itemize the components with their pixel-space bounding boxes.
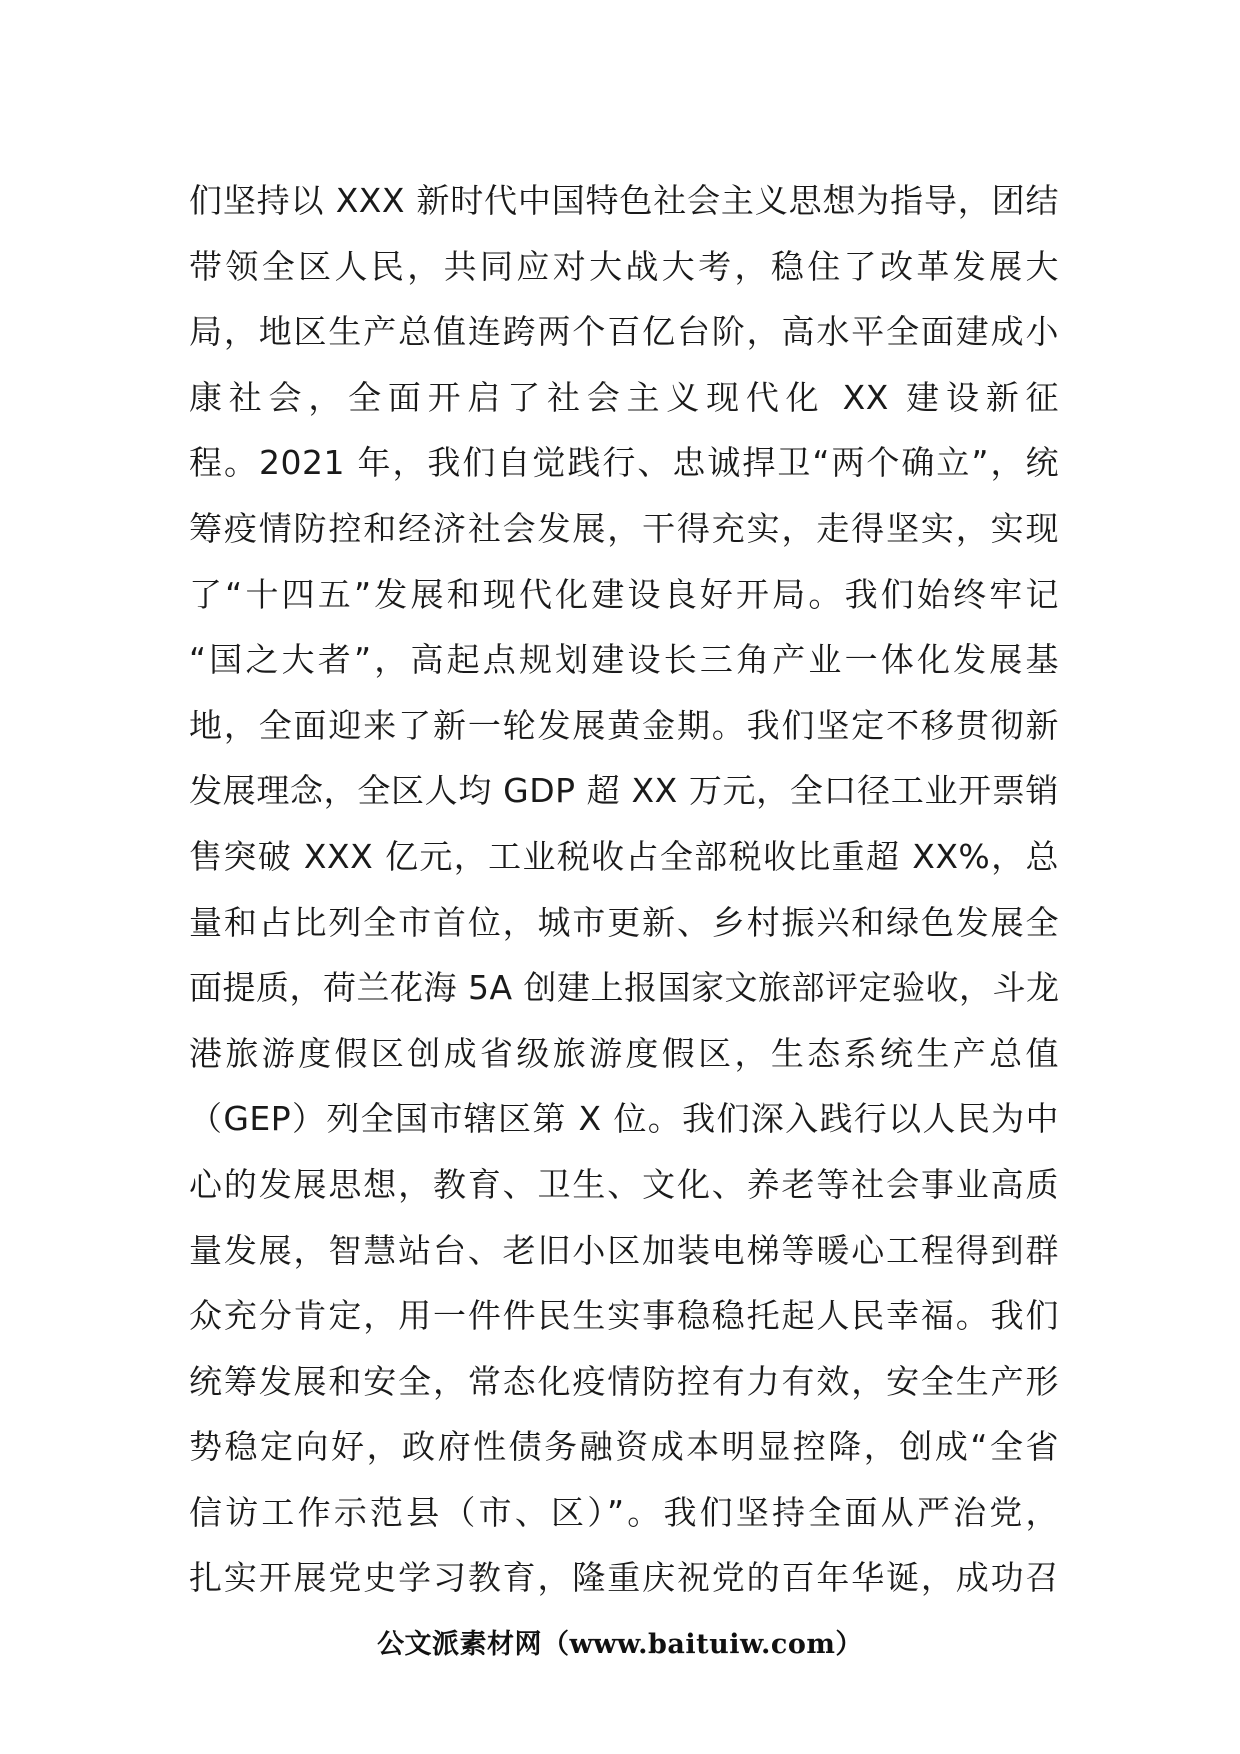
body-line: 势稳定向好，政府性债务融资成本明显控降，创成“全省 [189, 1427, 1059, 1467]
body-line: 发展理念，全区人均 GDP 超 XX 万元，全口径工业开票销 [189, 771, 1059, 811]
body-line: 港旅游度假区创成省级旅游度假区，生态系统生产总值 [189, 1033, 1059, 1073]
body-line: 众充分肯定，用一件件民生实事稳稳托起人民幸福。我们 [189, 1296, 1059, 1336]
body-line: 量发展，智慧站台、老旧小区加装电梯等暖心工程得到群 [189, 1230, 1059, 1270]
body-line: 扎实开展党史学习教育，隆重庆祝党的百年华诞，成功召 [189, 1558, 1059, 1598]
body-line: （GEP）列全国市辖区第 X 位。我们深入践行以人民为中 [189, 1099, 1059, 1139]
body-line: 康社会，全面开启了社会主义现代化 XX 建设新征 [189, 377, 1059, 417]
body-line: “国之大者”，高起点规划建设长三角产业一体化发展基 [189, 640, 1059, 680]
body-line: 售突破 XXX 亿元，工业税收占全部税收比重超 XX%，总 [189, 836, 1059, 876]
body-line: 面提质，荷兰花海 5A 创建上报国家文旅部评定验收，斗龙 [189, 968, 1060, 1008]
body-line: 地，全面迎来了新一轮发展黄金期。我们坚定不移贯彻新 [189, 705, 1059, 745]
body-line: 了“十四五”发展和现代化建设良好开局。我们始终牢记 [189, 574, 1059, 614]
body-line: 局，地区生产总值连跨两个百亿台阶，高水平全面建成小 [189, 312, 1059, 352]
footer-watermark: 公文派素材网（www.baituiw.com） [377, 1629, 863, 1660]
body-line: 信访工作示范县（市、区）”。我们坚持全面从严治党， [189, 1492, 1059, 1532]
document-body [189, 168, 1059, 1611]
body-line: 量和占比列全市首位，城市更新、乡村振兴和绿色发展全 [189, 902, 1059, 942]
body-line: 程。2021 年，我们自觉践行、忠诚捍卫“两个确立”，统 [189, 443, 1059, 483]
body-line: 带领全区人民，共同应对大战大考，稳住了改革发展大 [189, 246, 1059, 286]
body-line: 心的发展思想，教育、卫生、文化、养老等社会事业高质 [189, 1164, 1059, 1204]
body-line: 们坚持以 XXX 新时代中国特色社会主义思想为指导，团结 [189, 181, 1059, 220]
body-line: 筹疫情防控和经济社会发展，干得充实，走得坚实，实现 [189, 508, 1059, 548]
body-line: 统筹发展和安全，常态化疫情防控有力有效，安全生产形 [189, 1361, 1059, 1401]
